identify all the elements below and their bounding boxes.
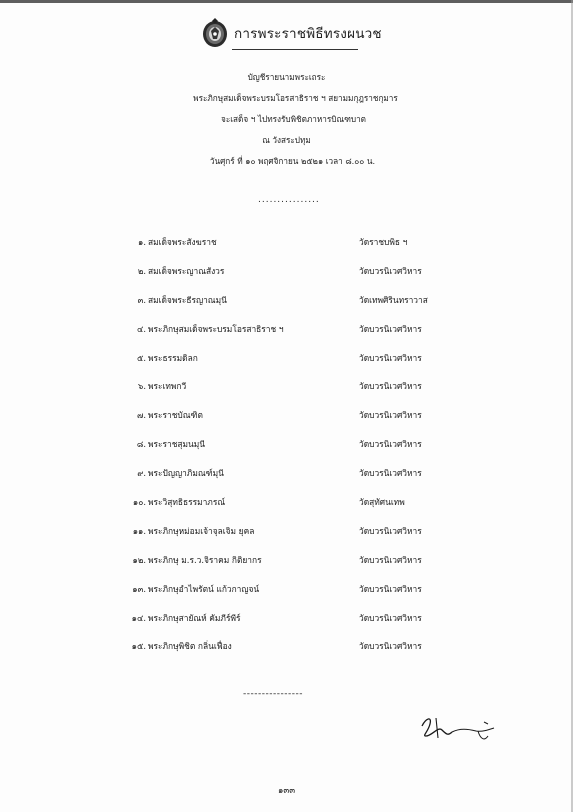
- list-item: [118, 635, 458, 664]
- list-item: [118, 549, 458, 578]
- intro-heading: บัญชีรายนามพระเถระ: [247, 72, 326, 82]
- royal-seal-icon: [200, 17, 230, 49]
- bottom-dashed-separator: ----------------: [243, 689, 303, 699]
- temple-name: วัดบวรนิเวศวิหาร: [359, 439, 422, 450]
- intro-location: ณ วังสระปทุม: [262, 135, 311, 145]
- list-item: [118, 578, 458, 607]
- monk-name: สมเด็จพระสังฆราช: [148, 237, 217, 247]
- list-item: [118, 433, 458, 462]
- list-item: [118, 491, 458, 520]
- temple-name: วัดบวรนิเวศวิหาร: [359, 381, 422, 392]
- item-number: ๑.: [138, 237, 146, 247]
- item-number: ๑๑.: [132, 525, 146, 536]
- intro-line-2: พระภิกษุสมเด็จพระบรมโอรสาธิราช ฯ สยามมกุฎราชกุมาร: [193, 93, 398, 103]
- temple-name: วัดราชบพิธ ฯ: [359, 237, 408, 247]
- item-number: ๑๓.: [132, 583, 146, 594]
- item-number: ๖.: [138, 381, 146, 392]
- temple-name: วัดบวรนิเวศวิหาร: [359, 352, 422, 363]
- item-number: ๘.: [136, 439, 146, 450]
- item-number: ๔.: [136, 323, 146, 334]
- list-item: [118, 462, 458, 491]
- list-item: [118, 289, 458, 318]
- item-number: ๑๕.: [131, 641, 146, 652]
- monk-name: พระภิกษุ ม.ร.ว.จิราคม กิติยากร: [148, 554, 262, 565]
- item-number: ๒.: [137, 265, 146, 276]
- list-item: [118, 375, 458, 404]
- intro-block: [0, 67, 573, 172]
- item-number: ๑๐.: [132, 497, 146, 508]
- list-item: [118, 607, 458, 636]
- item-number: ๕.: [136, 352, 146, 363]
- item-number: ๑๔.: [131, 612, 146, 623]
- handwritten-signature-icon: [418, 712, 500, 746]
- monk-list: [118, 231, 458, 664]
- monk-name: พระวิสุทธิธรรมาภรณ์: [148, 497, 226, 508]
- monk-name: พระปัญญาภิมณฑ์มุนี: [148, 468, 224, 479]
- header-underline: [232, 49, 358, 50]
- page-number: ๑๓๓: [277, 786, 296, 796]
- monk-name: พระภิกษุพิชิต กลิ่นเฟื่อง: [148, 641, 232, 652]
- temple-name: วัดบวรนิเวศวิหาร: [359, 583, 422, 594]
- temple-name: วัดบวรนิเวศวิหาร: [359, 468, 422, 479]
- dotted-separator: ................: [258, 195, 320, 205]
- temple-name: วัดบวรนิเวศวิหาร: [359, 641, 422, 652]
- list-item: [118, 404, 458, 433]
- intro-date: วันศุกร์ ที่ ๑๐ พฤศจิกายน ๒๕๒๑ เวลา ๘.๐๐ น.: [209, 156, 376, 166]
- list-item: [118, 260, 458, 289]
- monk-name: พระภิกษุสมเด็จพระบรมโอรสาธิราช ฯ: [148, 323, 284, 334]
- item-number: ๙.: [137, 468, 146, 479]
- temple-name: วัดบวรนิเวศวิหาร: [359, 410, 422, 421]
- temple-name: วัดเทพศิรินทราวาส: [359, 294, 428, 305]
- item-number: ๑๒.: [132, 554, 146, 565]
- monk-name: พระราชบัณฑิต: [148, 410, 203, 421]
- list-item: [118, 520, 458, 549]
- ceremony-title: การพระราชพิธีทรงผนวช: [234, 26, 382, 42]
- temple-name: วัดบวรนิเวศวิหาร: [359, 525, 422, 536]
- list-item: [118, 347, 458, 376]
- monk-name: สมเด็จพระธีรญาณมุนี: [148, 294, 227, 305]
- monk-name: พระภิกษุสายัณห์ คัมภีร์พีร์: [148, 612, 241, 623]
- item-number: ๓.: [137, 294, 146, 305]
- list-item: [118, 231, 458, 260]
- temple-name: วัดสุทัศนเทพ: [359, 497, 405, 508]
- monk-name: พระเทพกวี: [148, 381, 187, 392]
- monk-name: สมเด็จพระญาณสังวร: [148, 265, 225, 276]
- temple-name: วัดบวรนิเวศวิหาร: [359, 554, 422, 565]
- monk-name: พระราชสุมนมุนี: [148, 439, 206, 450]
- monk-name: พระธรรมดิลก: [148, 352, 198, 363]
- temple-name: วัดบวรนิเวศวิหาร: [359, 612, 422, 623]
- document-header: [200, 17, 382, 49]
- temple-name: วัดบวรนิเวศวิหาร: [359, 323, 422, 334]
- item-number: ๗.: [137, 410, 146, 421]
- scan-top-edge: [0, 0, 573, 3]
- list-item: [118, 318, 458, 347]
- monk-name: พระภิกษุหม่อมเจ้าจุลเจิม ยุคล: [148, 525, 255, 536]
- temple-name: วัดบวรนิเวศวิหาร: [359, 265, 422, 276]
- intro-line-3: จะเสด็จ ฯ ไปทรงรับพิชิตภาหารบิณฑบาต: [221, 114, 366, 124]
- monk-name: พระภิกษุอำไพรัตน์ แก้วกาญจน์: [148, 583, 260, 594]
